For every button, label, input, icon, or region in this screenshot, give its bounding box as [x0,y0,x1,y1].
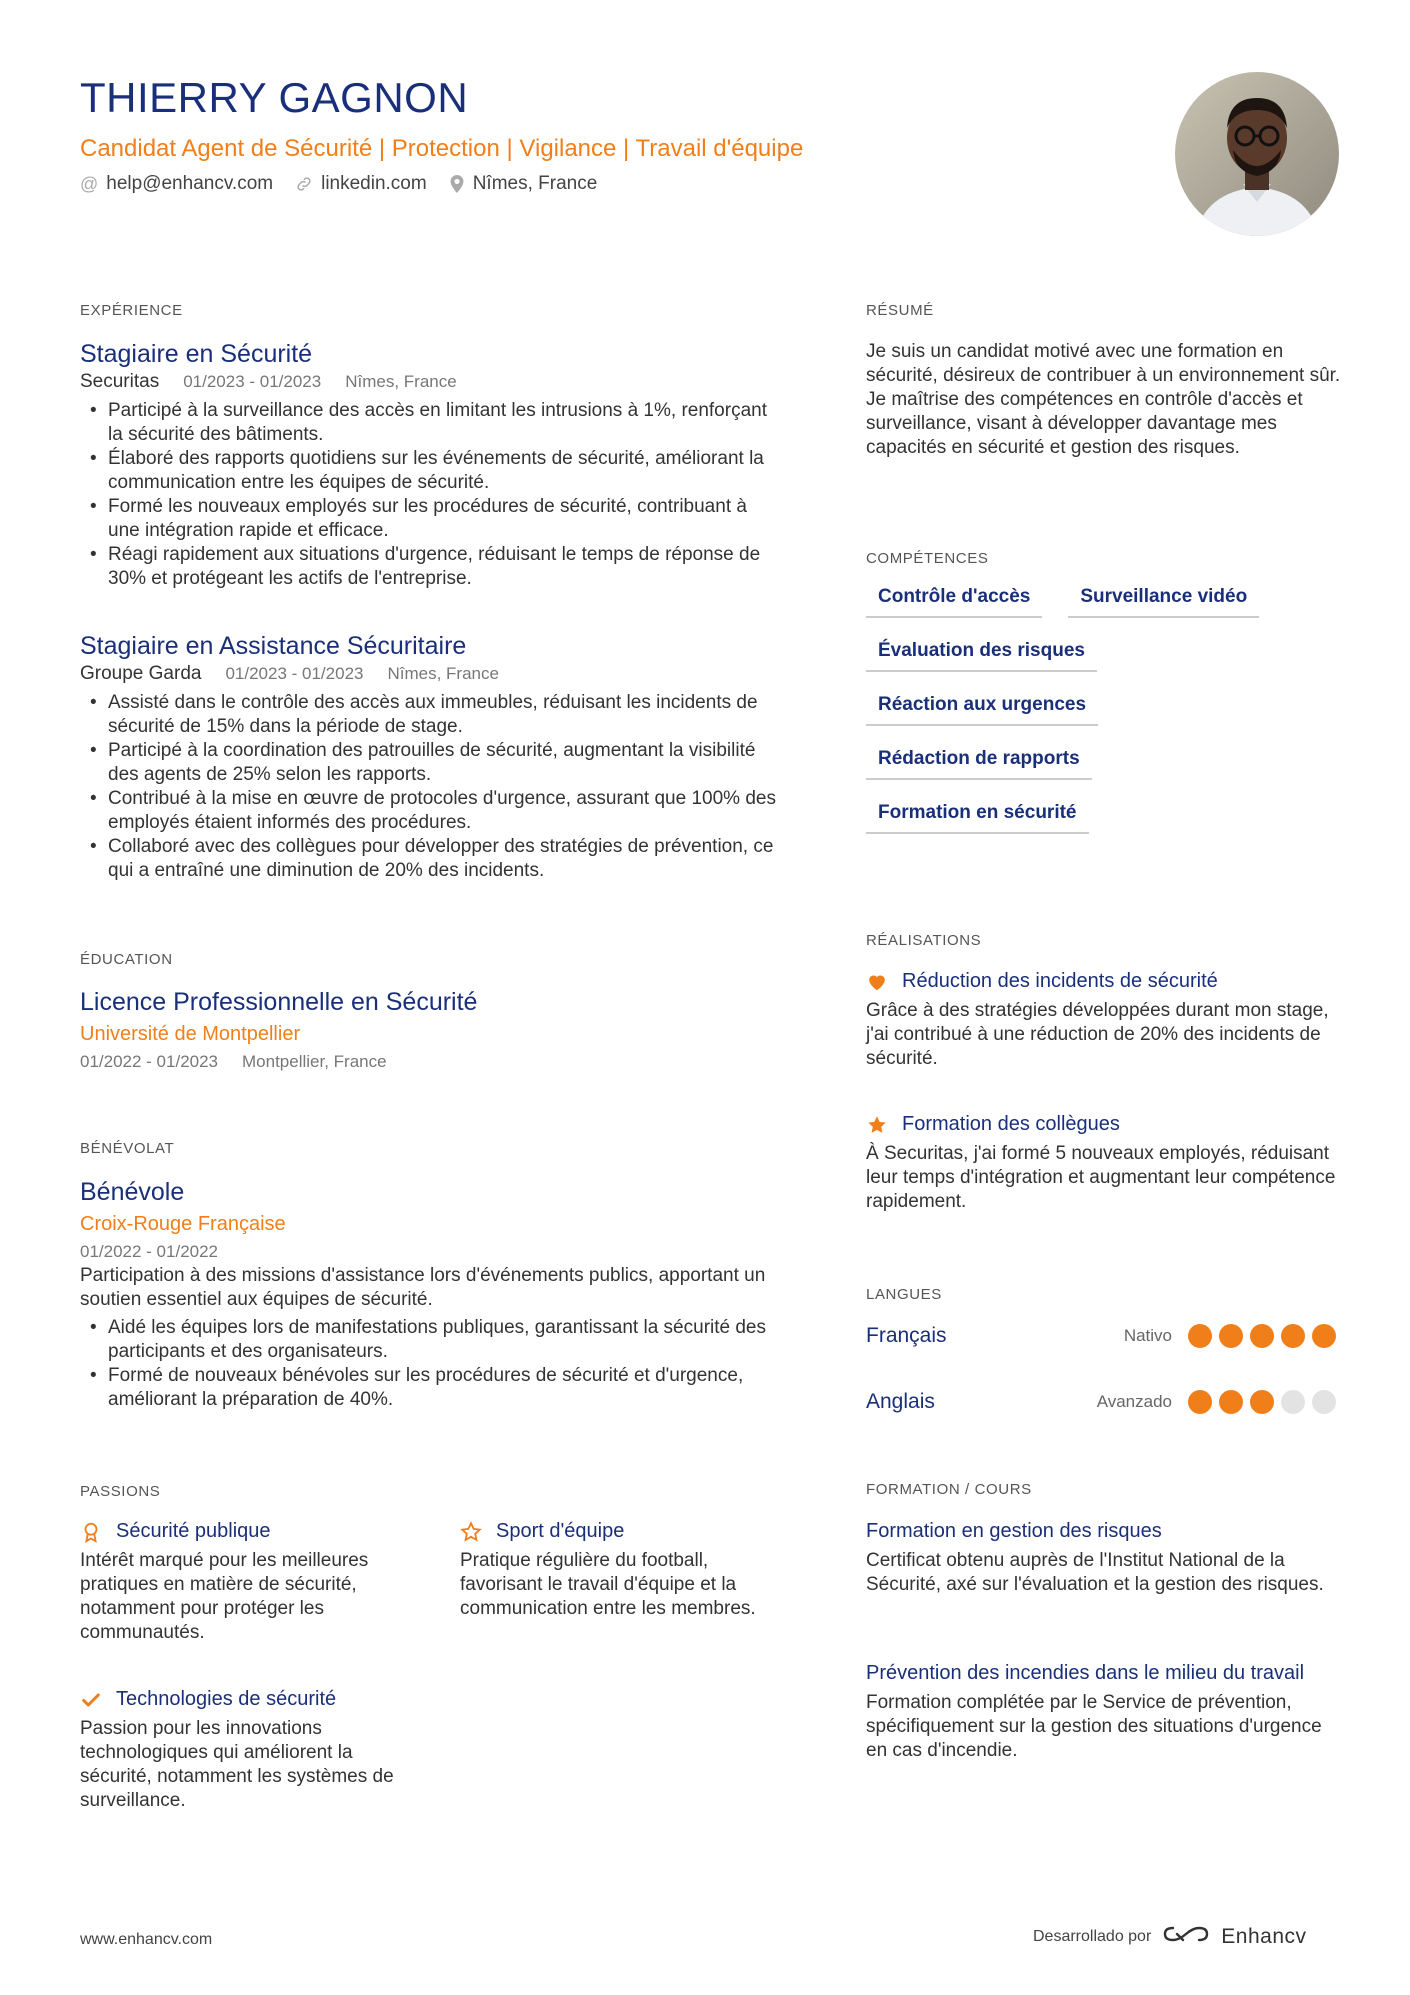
job-company: Groupe Garda [80,663,202,684]
footer-powered-by: Desarrollado por [1033,1927,1152,1945]
passion-title: Sécurité publique [116,1520,271,1542]
job-bullets [80,691,780,883]
profile-photo [1175,72,1339,236]
candidate-headline: Candidat Agent de Sécurité | Protection | Vigilance | Travail d'équipe [80,135,804,162]
bullet-item: • Formé de nouveaux bénévoles sur les procédures de sécurité et d'urgence, améliorant la préparation de 40%. [80,1364,780,1412]
candidate-name: THIERRY GAGNON [80,74,469,121]
bullet-item: • Participé à la surveillance des accès en limitant les intrusions à 1%, renforçant la sécurité des bâtiments. [80,399,780,447]
section-title-achievements: RÉALISATIONS [866,932,982,949]
link-icon [295,175,313,193]
bullet-item: • Participé à la coordination des patrouilles de sécurité, augmentant la visibilité des agents de 25% selon les rapports. [80,739,780,787]
job-bullets [80,399,780,591]
course-text: Certificat obtenu auprès de l'Institut National de la Sécurité, axé sur l'évaluation et la gestion des risques. [866,1550,1324,1595]
skill-row [866,694,1336,726]
location-text: Nîmes, France [472,173,598,194]
section-title-passions: PASSIONS [80,1483,161,1500]
passion-text: Passion pour les innovations technologiques qui améliorent la sécurité, notamment les systèmes de surveillance. [80,1718,394,1811]
education-location: Montpellier, France [242,1052,387,1071]
star-outline-icon [460,1521,482,1543]
language-rating [1188,1324,1336,1348]
heart-icon [866,971,888,993]
rating-dot-filled [1250,1390,1274,1414]
passion-title-row [80,1520,410,1543]
skill-row [866,640,1336,672]
passion-title-row [80,1688,410,1711]
job-company: Securitas [80,371,160,392]
achievement-text: Grâce à des stratégies développées durant mon stage, j'ai contribué à une réduction de 20% des incidents de sécurité. [866,1000,1329,1069]
course-item [866,1660,1342,1763]
at-icon: @ [80,173,99,194]
section-title-education: ÉDUCATION [80,951,173,968]
rating-dot-filled [1250,1324,1274,1348]
bullet-item: • Contribué à la mise en œuvre de protocoles d'urgence, assurant que 100% des employés étaient informés des procédures. [80,787,780,835]
summary-text: Je suis un candidat motivé avec une formation en sécurité, désireux de contribuer à un environnement sûr. Je maîtrise des compétences en contrôle d'accès et surveillance, visant à développer davantage mes capacités en sécurité et gestion des risques. [866,341,1341,458]
achievement-title-row [866,970,1342,993]
skill-tag: Évaluation des risques [866,640,1097,672]
passion-text: Intérêt marqué pour les meilleures pratiques en matière de sécurité, notamment pour protéger les communautés. [80,1550,369,1643]
footer-brand-name: Enhancv [1221,1924,1307,1948]
achievement-item [866,970,1342,1071]
job-dates: 01/2023 - 01/2023 [183,372,322,391]
volunteer-item [80,1178,780,1412]
linkedin-text: linkedin.com [321,173,427,194]
job-meta [80,371,780,393]
course-title: Prévention des incendies dans le milieu du travail [866,1662,1305,1684]
contact-linkedin[interactable] [295,173,427,195]
contact-info [80,173,597,195]
section-title-courses: FORMATION / COURS [866,1481,1032,1498]
contact-location [449,173,598,195]
language-level: Nativo [1123,1326,1172,1345]
skill-row [866,586,1336,618]
course-title: Formation en gestion des risques [866,1520,1162,1542]
experience-item [80,340,780,591]
bullet-item: • Élaboré des rapports quotidiens sur les événements de sécurité, améliorant la communication entre les équipes de sécurité. [80,447,780,495]
course-text: Formation complétée par le Service de prévention, spécifiquement sur la gestion des situations d'urgence en cas d'incendie. [866,1692,1322,1761]
education-dates: 01/2022 - 01/2023 [80,1052,219,1071]
location-pin-icon [449,175,465,193]
skill-tag: Formation en sécurité [866,802,1089,834]
passion-title-row [460,1520,790,1543]
bullet-item: • Réagi rapidement aux situations d'urgence, réduisant le temps de réponse de 30% et protégeant les actifs de l'entreprise. [80,543,780,591]
volunteer-description: Participation à des missions d'assistance lors d'événements publics, apportant un soutien essentiel aux équipes de sécurité. [80,1265,766,1310]
enhancv-logo-icon [1163,1922,1209,1951]
rating-dot-filled [1281,1324,1305,1348]
rating-dot-filled [1219,1390,1243,1414]
bullet-item: • Assisté dans le contrôle des accès aux immeubles, réduisant les incidents de sécurité de 15% dans la période de stage. [80,691,780,739]
experience-item [80,632,780,883]
rating-dot-filled [1188,1324,1212,1348]
section-title-volunteer: BÉNÉVOLAT [80,1140,175,1157]
language-item [866,1390,1336,1414]
passion-item [460,1520,790,1621]
rating-dot-filled [1312,1324,1336,1348]
education-degree: Licence Professionnelle en Sécurité [80,988,478,1016]
rating-dot-filled [1219,1324,1243,1348]
volunteer-bullets [80,1316,780,1412]
job-location: Nîmes, France [345,372,457,391]
section-title-experience: EXPÉRIENCE [80,302,183,319]
section-title-skills: COMPÉTENCES [866,550,989,567]
language-item [866,1324,1336,1348]
rating-dot-empty [1312,1390,1336,1414]
volunteer-org: Croix-Rouge Française [80,1213,286,1235]
language-name: Français [866,1324,947,1347]
achievement-text: À Securitas, j'ai formé 5 nouveaux employés, réduisant leur temps d'intégration et augmentant leur compétence rapidement. [866,1143,1336,1212]
star-icon [866,1114,888,1136]
passion-title: Technologies de sécurité [116,1688,337,1710]
footer-branding [1033,1922,1307,1951]
education-item [80,988,780,1072]
bullet-item: • Formé les nouveaux employés sur les procédures de sécurité, contribuant à une intégration rapide et efficace. [80,495,780,543]
job-meta [80,663,780,685]
job-location: Nîmes, France [387,664,499,683]
volunteer-date-range: 01/2022 - 01/2022 [80,1242,219,1261]
skill-tag: Réaction aux urgences [866,694,1098,726]
email-text: help@enhancv.com [106,173,274,194]
rating-dot-filled [1188,1390,1212,1414]
rating-dot-empty [1281,1390,1305,1414]
skill-row [866,748,1336,780]
job-role: Stagiaire en Assistance Sécuritaire [80,632,467,660]
bullet-item: • Aidé les équipes lors de manifestations publiques, garantissant la sécurité des participants et des organisateurs. [80,1316,780,1364]
passion-item [80,1520,410,1645]
language-name: Anglais [866,1390,935,1413]
award-icon [80,1521,102,1543]
achievement-title-row [866,1113,1342,1136]
skill-tag: Rédaction de rapports [866,748,1092,780]
section-title-summary: RÉSUMÉ [866,302,934,319]
language-rating [1188,1390,1336,1414]
volunteer-dates [80,1242,780,1262]
achievement-title: Réduction des incidents de sécurité [902,970,1218,992]
contact-email[interactable] [80,173,273,195]
achievement-item [866,1113,1342,1214]
passion-item [80,1688,410,1813]
job-dates: 01/2023 - 01/2023 [225,664,364,683]
skill-tag: Surveillance vidéo [1068,586,1259,618]
footer-website[interactable]: www.enhancv.com [80,1931,213,1948]
passion-title: Sport d'équipe [496,1520,625,1542]
section-title-languages: LANGUES [866,1286,942,1303]
language-level: Avanzado [1096,1392,1172,1411]
course-item [866,1518,1342,1597]
bullet-item: • Collaboré avec des collègues pour développer des stratégies de prévention, ce qui a entraîné une diminution de 20% des incidents. [80,835,780,883]
passion-text: Pratique régulière du football, favorisant le travail d'équipe et la communication entre les membres. [460,1550,756,1619]
skill-tag: Contrôle d'accès [866,586,1042,618]
check-icon [80,1689,102,1711]
achievement-title: Formation des collègues [902,1113,1120,1135]
job-role: Stagiaire en Sécurité [80,340,313,368]
education-meta [80,1052,780,1072]
skills-list [866,586,1336,856]
skill-row [866,802,1336,834]
volunteer-role: Bénévole [80,1178,185,1206]
education-school: Université de Montpellier [80,1023,301,1045]
